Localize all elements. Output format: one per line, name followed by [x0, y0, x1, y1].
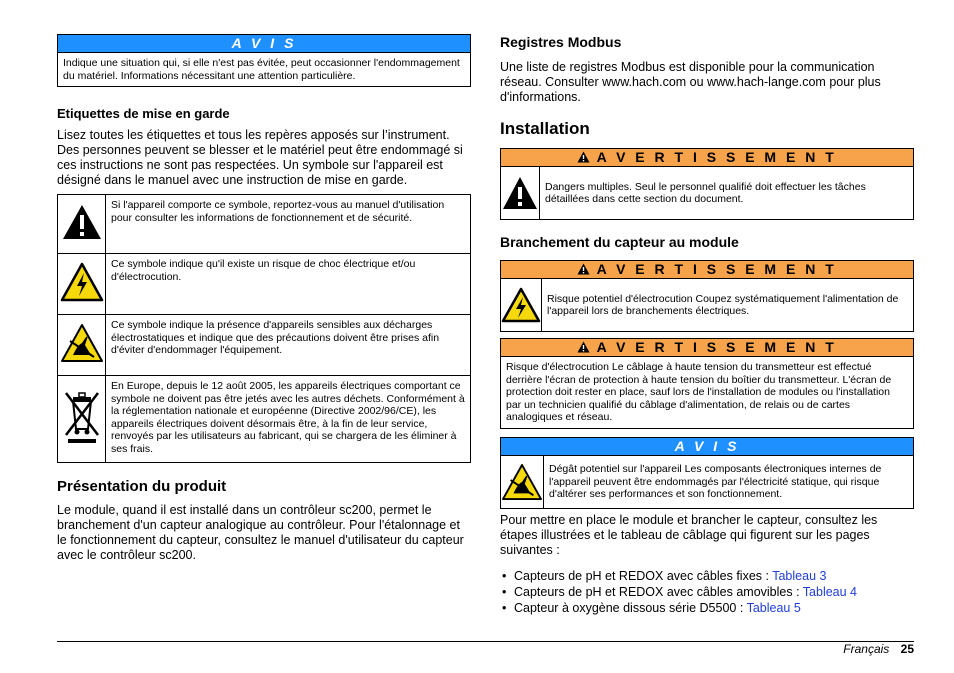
- page-footer: [843, 642, 914, 656]
- avis-header: A V I S: [501, 438, 913, 455]
- table-link[interactable]: Tableau 5: [746, 601, 801, 615]
- modbus-paragraph: Une liste de registres Modbus est disponible pour la communication réseau. Consulter www.hach.com ou www.hach-lange.com pour plus d'informations.: [500, 60, 881, 104]
- install-heading: Installation: [500, 119, 590, 138]
- warning-triangle-icon: [501, 167, 540, 219]
- avertissement-header: A V E R T I S S E M E N T: [501, 261, 913, 278]
- symbols-table: [57, 194, 471, 463]
- symbol-description: Si l'appareil comporte ce symbole, reportez-vous au manuel d'utilisation pour consulter les informations de fonctionnement et de sécurité.: [106, 195, 471, 254]
- avertissement-text: Risque d'électrocution Le câblage à haute tension du transmetteur est effectué derrière l'écran de protection à haute tension du boîtier du transmetteur. L'écran de protection doit rester en place, sauf lors de l'installation de modules ou l'installation par un technicien qualifié du câblage d'alimentation, de relais ou de cartes analogiques et réseau.: [501, 356, 913, 428]
- esd-icon: [501, 456, 544, 508]
- product-heading: Présentation du produit: [57, 478, 227, 495]
- symbol-description: Ce symbole indique qu'il existe un risque de choc électrique et/ou d'électrocution.: [106, 254, 471, 315]
- avis-notice-box-2: [500, 437, 914, 509]
- avertissement-text: Risque potentiel d'électrocution Coupez systématiquement l'alimentation de l'appareil lors de branchements électriques.: [547, 292, 899, 317]
- warning-triangle-icon: [577, 339, 590, 355]
- list-item: • Capteurs de pH et REDOX avec câbles amovibles : Tableau 4: [500, 584, 914, 600]
- avertissement-box-2: [500, 260, 914, 332]
- labels-heading: Etiquettes de mise en garde: [57, 106, 230, 121]
- electric-shock-icon: [58, 254, 106, 315]
- modbus-heading: Registres Modbus: [500, 34, 622, 50]
- symbol-description: Ce symbole indique la présence d'appareils sensibles aux décharges électrostatiques et indique que des précautions doivent être prises afin d'éviter d'endommager l'équipement.: [106, 315, 471, 376]
- product-paragraph: Le module, quand il est installé dans un contrôleur sc200, permet le branchement d'un capteur analogique au contrôleur. Pour l'étalonnage et le fonctionnement du capteur, consultez le manuel d'utilisateur du capteur avec le contrôleur sc200.: [57, 503, 464, 562]
- branch-heading: Branchement du capteur au module: [500, 234, 739, 250]
- list-item: • Capteur à oxygène dissous série D5500 : Tableau 5: [500, 600, 914, 616]
- warning-triangle-icon: [58, 195, 106, 254]
- symbol-description: En Europe, depuis le 12 août 2005, les appareils électriques comportant ce symbole ne doivent pas être jetés avec les autres déchets. Conformément à la réglementation nationale et européenne (Directive 2002/96/CE), les appareils électriques doivent désormais être, à la fin de leur service, renvoyés par les utilisateurs au fabricant, qui se chargera de les éliminer à ses frais.: [106, 376, 471, 463]
- avertissement-box-1: [500, 148, 914, 220]
- weee-bin-icon: [58, 376, 106, 463]
- footer-divider: [57, 641, 914, 642]
- warning-triangle-icon: [577, 149, 590, 165]
- avis-notice-box: [57, 34, 471, 87]
- install-paragraph: Pour mettre en place le module et brancher le capteur, consultez les étapes illustrées et le tableau de câblage qui figurent sur les pages suivantes :: [500, 513, 878, 557]
- esd-icon: [58, 315, 106, 376]
- table-link[interactable]: Tableau 3: [772, 569, 827, 583]
- labels-paragraph: Lisez toutes les étiquettes et tous les repères apposés sur l’instrument. Des personnes peuvent se blesser et le matériel peut être endommagé si ces instructions ne sont pas respectées. Un symbole sur l'appareil est désigné dans le manuel avec une instruction de mise en garde.: [57, 128, 463, 187]
- table-link[interactable]: Tableau 4: [802, 585, 858, 599]
- avis-text: Dégât potentiel sur l'appareil Les composants électroniques internes de l'appareil peuvent être endommagés par l'électricité statique, qui risque d'altérer ses performances et son fonctionnement.: [549, 463, 882, 501]
- electric-shock-icon: [501, 279, 542, 331]
- warning-triangle-icon: [577, 261, 590, 277]
- footer-language: Français: [843, 642, 890, 656]
- page-number: 25: [900, 642, 914, 656]
- avertissement-header: A V E R T I S S E M E N T: [501, 149, 913, 166]
- avis-header: A V I S: [58, 35, 470, 52]
- list-item: • Capteurs de pH et REDOX avec câbles fixes : Tableau 3: [500, 568, 914, 584]
- avis-text: Indique une situation qui, si elle n'est pas évitée, peut occasionner l'endommagement du matériel. Informations nécessitant une attention particulière.: [58, 52, 470, 86]
- cable-list: [500, 568, 914, 616]
- avertissement-box-3: [500, 338, 914, 429]
- avertissement-text: Dangers multiples. Seul le personnel qualifié doit effectuer les tâches détaillées dans cette section du document.: [545, 180, 866, 205]
- avertissement-header: A V E R T I S S E M E N T: [501, 339, 913, 356]
